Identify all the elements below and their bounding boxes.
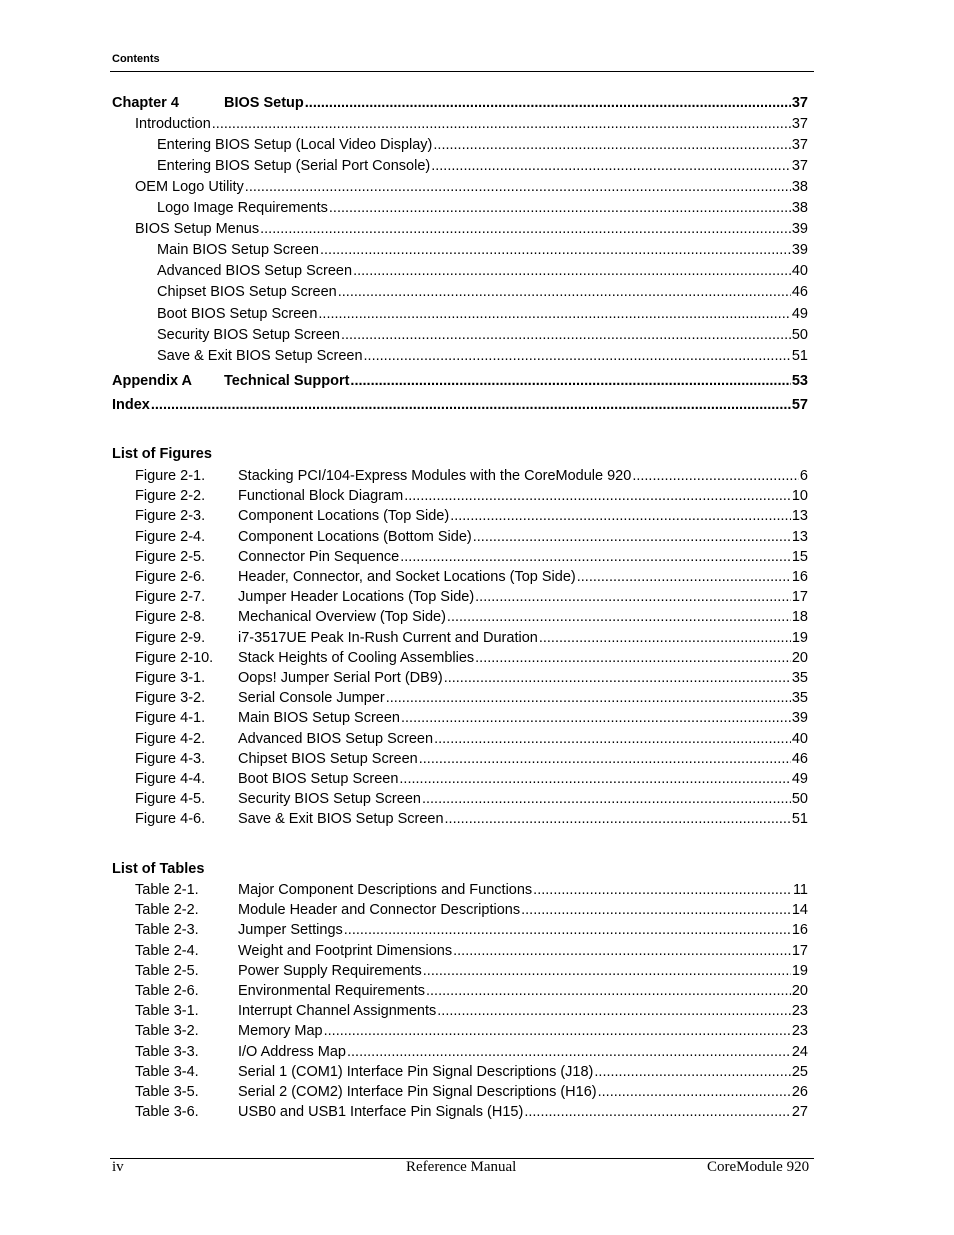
entry-label: Table 2-5. [135,962,199,979]
entry-page-number: 13 [791,528,808,545]
running-header: Contents [112,53,160,65]
entry-title: Main BIOS Setup Screen [157,242,319,258]
figure-entry[interactable] [135,608,808,626]
figure-entry[interactable] [135,568,808,586]
entry-label: Figure 2-5. [135,548,206,565]
figure-entry[interactable] [135,709,808,727]
toc-entry[interactable] [157,283,808,301]
table-entry[interactable] [135,1063,808,1081]
dot-leader [419,750,791,768]
entry-title: Serial 1 (COM1) Interface Pin Signal Descriptions (J18) [238,1063,594,1080]
entry-title: Major Component Descriptions and Functions [238,882,533,898]
entry-page-number: 37 [791,137,808,153]
figure-entry[interactable] [135,548,808,566]
table-entry[interactable] [135,901,808,919]
entry-page-number: 27 [791,1104,808,1121]
dot-leader [521,901,791,919]
entry-label: Table 3-3. [135,1043,199,1060]
table-entry[interactable] [135,982,808,1000]
entry-page-number: 26 [791,1084,808,1100]
entry-title: Interrupt Channel Assignments [238,1003,437,1020]
dot-leader [475,649,791,667]
entry-page-number: 39 [791,242,808,258]
dot-leader [475,588,791,606]
toc-entry[interactable] [157,262,808,280]
entry-title: Power Supply Requirements [238,962,422,979]
entry-label: Table 2-3. [135,922,199,939]
table-entry[interactable] [135,1002,808,1020]
entry-label: Figure 3-1. [135,670,206,686]
figure-entry[interactable] [135,770,808,788]
entry-label: Table 3-4. [135,1063,199,1080]
entry-title: Oops! Jumper Serial Port (DB9) [238,670,443,686]
entry-title: Boot BIOS Setup Screen [157,306,318,322]
dot-leader [212,115,791,133]
toc-entry[interactable] [135,220,808,238]
entry-title: Mechanical Overview (Top Side) [238,609,446,626]
entry-page-number: 24 [791,1043,808,1060]
entry-label: Figure 2-6. [135,569,206,585]
entry-page-number: 53 [791,373,808,389]
entry-title: BIOS Setup [224,95,304,111]
entry-page-number: 38 [791,200,808,216]
dot-leader [245,178,791,196]
figure-entry[interactable] [135,689,808,707]
entry-page-number: 20 [791,649,808,666]
dot-leader [401,709,791,727]
entry-title: Save & Exit BIOS Setup Screen [157,348,363,364]
entry-title: Connector Pin Sequence [238,548,400,565]
toc-chapter-entry[interactable] [112,372,808,390]
entry-label: Table 3-5. [135,1084,199,1100]
entry-label: Appendix A [112,373,193,389]
entry-title: Advanced BIOS Setup Screen [238,730,434,747]
entry-label: Index [112,397,150,413]
entry-title: Logo Image Requirements [157,200,328,216]
entry-title: Serial Console Jumper [238,690,385,707]
entry-label: Table 3-2. [135,1023,199,1040]
footer-page-number: iv [112,1159,124,1175]
dot-leader [450,507,791,525]
table-entry[interactable] [135,881,808,899]
entry-title: Component Locations (Top Side) [238,508,450,525]
dot-leader [473,528,791,546]
dot-leader [426,982,791,1000]
figure-entry[interactable] [135,467,808,485]
entry-page-number: 16 [791,922,808,939]
entry-label: Figure 2-10. [135,649,214,666]
dot-leader [329,199,791,217]
figure-entry[interactable] [135,730,808,748]
entry-title: Functional Block Diagram [238,488,404,505]
dot-leader [423,962,791,980]
entry-title: Memory Map [238,1023,323,1040]
entry-page-number: 19 [791,629,808,646]
table-entry[interactable] [135,962,808,980]
entry-page-number: 49 [791,771,808,787]
toc-entry[interactable] [157,241,808,259]
toc-entry[interactable] [157,199,808,217]
table-entry[interactable] [135,942,808,960]
entry-page-number: 35 [791,670,808,686]
dot-leader [320,241,791,259]
header-rule [110,71,814,72]
entry-title: Jumper Header Locations (Top Side) [238,589,475,606]
entry-page-number: 10 [791,488,808,505]
toc-entry[interactable] [135,115,808,133]
entry-title: Main BIOS Setup Screen [238,710,400,727]
entry-page-number: 17 [791,942,808,959]
figure-entry[interactable] [135,810,808,828]
entry-page-number: 23 [791,1003,808,1020]
dot-leader [594,1063,790,1081]
dot-leader [400,548,791,566]
dot-leader [350,372,790,390]
entry-title: Jumper Settings [238,922,343,939]
dot-leader [524,1103,791,1121]
entry-title: Security BIOS Setup Screen [238,791,421,808]
dot-leader [431,157,791,175]
figure-entry[interactable] [135,487,808,505]
entry-title: Save & Exit BIOS Setup Screen [238,811,444,828]
dot-leader [347,1043,791,1061]
entry-page-number: 46 [791,750,808,767]
entry-title: Component Locations (Bottom Side) [238,528,472,545]
toc-entry[interactable] [157,136,808,154]
figure-entry[interactable] [135,588,808,606]
entry-page-number: 16 [791,569,808,585]
dot-leader [364,347,791,365]
entry-title: Weight and Footprint Dimensions [238,942,453,959]
entry-title: I/O Address Map [238,1043,346,1060]
entry-label: Figure 2-1. [135,468,206,484]
dot-leader [447,608,791,626]
entry-page-number: 51 [791,811,808,828]
entry-page-number: 38 [791,179,808,195]
entry-page-number: 50 [791,327,808,343]
figure-entry[interactable] [135,669,808,687]
toc-chapter-entry[interactable] [112,94,808,112]
figure-entry[interactable] [135,649,808,667]
dot-leader [433,136,790,154]
entry-page-number: 23 [791,1023,808,1040]
entry-page-number: 37 [791,158,808,174]
entry-page-number: 57 [791,397,808,413]
dot-leader [341,326,791,344]
entry-title: Introduction [135,116,211,132]
toc-entry[interactable] [157,157,808,175]
entry-label: Table 2-1. [135,882,199,898]
entry-page-number: 19 [791,962,808,979]
dot-leader [445,810,791,828]
entry-title: Boot BIOS Setup Screen [238,771,399,787]
dot-leader [353,262,791,280]
entry-label: Figure 2-4. [135,528,206,545]
dot-leader [151,396,791,414]
entry-title: Chipset BIOS Setup Screen [157,284,337,300]
dot-leader [444,669,791,687]
figure-entry[interactable] [135,629,808,647]
entry-label: Figure 4-1. [135,710,206,727]
entry-page-number: 13 [791,508,808,525]
entry-page-number: 46 [791,284,808,300]
entry-title: BIOS Setup Menus [135,221,260,237]
table-entry[interactable] [135,1043,808,1061]
dot-leader [577,568,791,586]
dot-leader [344,921,791,939]
dot-leader [632,467,799,485]
entry-title: Header, Connector, and Socket Locations (Top Side) [238,569,576,585]
entry-page-number: 25 [791,1063,808,1080]
entry-title: OEM Logo Utility [135,179,244,195]
entry-label: Figure 4-4. [135,771,206,787]
dot-leader [399,770,790,788]
list-of-tables-heading: List of Tables [112,861,205,877]
entry-page-number: 40 [791,730,808,747]
dot-leader [434,730,791,748]
entry-label: Table 2-2. [135,902,199,919]
table-entry[interactable] [135,921,808,939]
entry-page-number: 37 [791,116,808,132]
dot-leader [338,283,791,301]
entry-label: Figure 2-8. [135,609,206,626]
entry-page-number: 20 [791,983,808,999]
entry-label: Figure 2-9. [135,629,206,646]
entry-page-number: 40 [791,263,808,279]
dot-leader [533,881,792,899]
entry-page-number: 35 [791,690,808,707]
entry-title: Chipset BIOS Setup Screen [238,750,418,767]
table-entry[interactable] [135,1083,808,1101]
figure-entry[interactable] [135,750,808,768]
entry-label: Figure 4-3. [135,750,206,767]
entry-label: Figure 4-5. [135,791,206,808]
entry-title: Entering BIOS Setup (Serial Port Console) [157,158,431,174]
dot-leader [453,942,791,960]
figure-entry[interactable] [135,528,808,546]
list-of-figures-heading: List of Figures [112,446,212,462]
entry-page-number: 18 [791,609,808,626]
entry-title: Serial 2 (COM2) Interface Pin Signal Descriptions (H16) [238,1084,597,1100]
entry-label: Figure 2-2. [135,488,206,505]
toc-entry[interactable] [157,305,808,323]
entry-page-number: 51 [791,348,808,364]
entry-label: Figure 4-2. [135,730,206,747]
entry-label: Figure 3-2. [135,690,206,707]
entry-label: Figure 2-3. [135,508,206,525]
table-entry[interactable] [135,1103,808,1121]
entry-label: Figure 4-6. [135,811,206,828]
entry-title: Stacking PCI/104-Express Modules with the CoreModule 920 [238,468,632,484]
entry-title: Security BIOS Setup Screen [157,327,340,343]
figure-entry[interactable] [135,790,808,808]
entry-page-number: 37 [791,95,808,111]
entry-page-number: 6 [799,468,808,484]
dot-leader [422,790,791,808]
entry-title: Technical Support [224,373,350,389]
footer-product: CoreModule 920 [707,1159,810,1175]
dot-leader [598,1083,791,1101]
entry-page-number: 39 [791,221,808,237]
entry-label: Figure 2-7. [135,589,206,606]
entry-label: Table 2-4. [135,942,199,959]
entry-label: Table 3-1. [135,1003,199,1020]
toc-entry[interactable] [135,178,808,196]
footer-title: Reference Manual [406,1159,517,1175]
entry-title: i7-3517UE Peak In-Rush Current and Duration [238,629,538,646]
entry-title: Environmental Requirements [238,983,425,999]
entry-title: Stack Heights of Cooling Assemblies [238,649,475,666]
entry-page-number: 17 [791,589,808,606]
entry-title: Module Header and Connector Descriptions [238,902,521,919]
table-entry[interactable] [135,1022,808,1040]
figure-entry[interactable] [135,507,808,525]
entry-page-number: 15 [791,548,808,565]
entry-title: USB0 and USB1 Interface Pin Signals (H15) [238,1104,524,1121]
entry-page-number: 50 [791,791,808,808]
entry-label: Table 2-6. [135,983,199,999]
toc-entry[interactable] [157,326,808,344]
entry-title: Advanced BIOS Setup Screen [157,263,353,279]
entry-label: Chapter 4 [112,95,179,111]
dot-leader [539,629,791,647]
entry-title: Entering BIOS Setup (Local Video Display) [157,137,433,153]
dot-leader [318,305,790,323]
dot-leader [324,1022,791,1040]
entry-page-number: 39 [791,710,808,727]
entry-page-number: 14 [791,902,808,919]
entry-page-number: 11 [792,882,808,898]
dot-leader [437,1002,791,1020]
dot-leader [386,689,791,707]
entry-label: Table 3-6. [135,1104,199,1121]
toc-chapter-entry[interactable] [112,396,808,414]
dot-leader [305,94,791,112]
dot-leader [260,220,791,238]
toc-entry[interactable] [157,347,808,365]
entry-page-number: 49 [791,306,808,322]
dot-leader [404,487,791,505]
